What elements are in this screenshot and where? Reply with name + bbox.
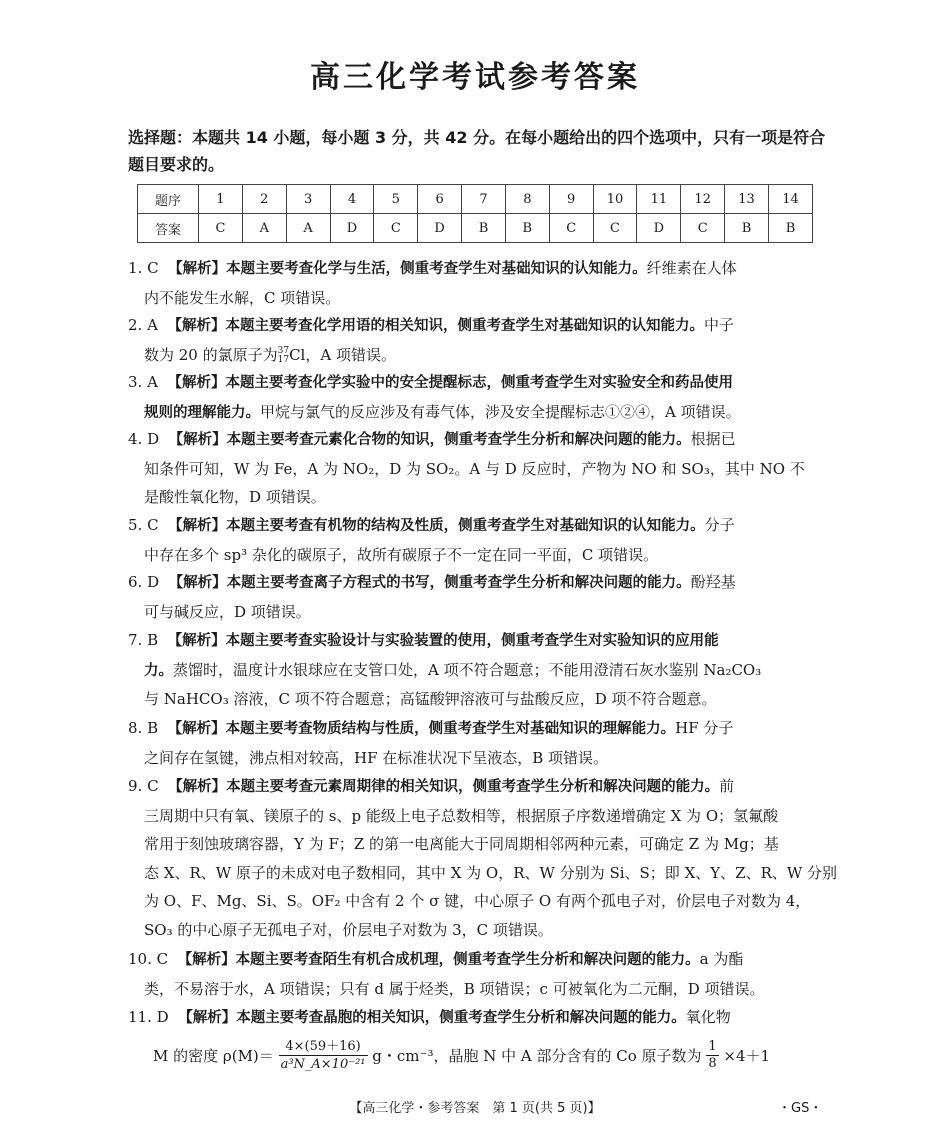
footer-code: ・GS・ bbox=[778, 1101, 823, 1116]
question-1 bbox=[128, 254, 840, 312]
analysis-tag: 【解析】 bbox=[168, 518, 227, 534]
intro-text: 选择题：本题共 14 小题，每小题 3 分，共 42 分。在每小题给出的四个选项中，只有一项是符合题目要求的。 bbox=[128, 128, 826, 174]
question-lead: 本题主要考查陌生有机合成机理，侧重考查学生分析和解决问题的能力。 bbox=[235, 952, 700, 968]
question-lead: 力。 bbox=[144, 662, 173, 679]
analysis-tag: 【解析】 bbox=[178, 1010, 237, 1026]
analysis-tag: 【解析】 bbox=[168, 779, 227, 795]
question-number-cell: 5 bbox=[374, 185, 418, 214]
question-4 bbox=[128, 425, 840, 512]
question-text: 纤维素在人体 bbox=[646, 259, 737, 277]
formula-tail: ×4＋1 bbox=[723, 1047, 771, 1065]
formula-prefix: M 的密度 ρ(M)＝ bbox=[153, 1047, 274, 1065]
question-5 bbox=[128, 511, 840, 569]
atomic-number: 17 bbox=[277, 354, 290, 365]
question-text: 为 O、F、Mg、Si、S。OF₂ 中含有 2 个 σ 键，中心原子 O 有两个孤电子对，价层电子对数为 4， bbox=[144, 892, 811, 910]
question-number-cell: 12 bbox=[681, 185, 725, 214]
question-text: 内不能发生水解，C 项错误。 bbox=[144, 288, 341, 307]
question-lead: 本题主要考查实验设计与实验装置的使用，侧重考查学生对实验知识的应用能 bbox=[225, 633, 719, 649]
question-lead: 规则的理解能力。 bbox=[144, 404, 260, 421]
row-label: 答案 bbox=[138, 214, 199, 243]
question-number-cell: 3 bbox=[286, 185, 330, 214]
fraction-numerator: 1 bbox=[708, 1039, 717, 1054]
answer-cell: C bbox=[374, 214, 418, 243]
question-lead: 本题主要考查化学实验中的安全提醒标志，侧重考查学生对实验安全和药品使用 bbox=[225, 375, 733, 391]
question-number: 1. C bbox=[128, 259, 159, 277]
question-number: 10. C bbox=[128, 950, 169, 968]
answer-table bbox=[137, 184, 813, 243]
question-text: 常用于刻蚀玻璃容器，Y 为 F；Z 的第一电离能大于同周期相邻两种元素，可确定 Z 为 Mg；基 bbox=[144, 835, 779, 853]
question-text: 数为 20 的氯原子为 bbox=[144, 345, 278, 364]
answer-cell: B bbox=[725, 214, 769, 243]
question-number-cell: 1 bbox=[199, 185, 243, 214]
answer-cell: B bbox=[462, 214, 506, 243]
question-text: 是酸性氧化物，D 项错误。 bbox=[144, 488, 326, 506]
question-text: SO₃ 的中心原子无孤电子对，价层电子对数为 3，C 项错误。 bbox=[144, 920, 553, 939]
question-number: 11. D bbox=[128, 1008, 169, 1026]
question-number: 4. D bbox=[128, 430, 160, 448]
question-text: 前 bbox=[719, 777, 735, 795]
question-lead: 本题主要考查元素化合物的知识，侧重考查学生分析和解决问题的能力。 bbox=[226, 432, 691, 448]
question-7 bbox=[128, 626, 840, 714]
question-text: 蒸馏时，温度计水银球应在支管口处，A 项不符合题意；不能用澄清石灰水鉴别 Na₂CO₃ bbox=[173, 660, 762, 679]
question-lead: 本题主要考查晶胞的相关知识，侧重考查学生分析和解决问题的能力。 bbox=[236, 1010, 686, 1026]
answer-cell: B bbox=[505, 214, 549, 243]
answer-cell: C bbox=[549, 214, 593, 243]
question-lead: 本题主要考查化学用语的相关知识，侧重考查学生对基础知识的认知能力。 bbox=[225, 318, 704, 334]
question-line bbox=[128, 398, 840, 428]
question-text: 知条件可知，W 为 Fe，A 为 NO₂，D 为 SO₂。A 与 D 反应时，产物为 NO 和 SO₃，其中 NO 不 bbox=[144, 459, 805, 478]
question-number-cell: 9 bbox=[549, 185, 593, 214]
answer-cell: D bbox=[637, 214, 681, 243]
question-text: 与 NaHCO₃ 溶液，C 项不符合题意；高锰酸钾溶液可与盐酸反应，D 项不符合题意。 bbox=[144, 690, 717, 708]
fraction-denominator: 8 bbox=[708, 1056, 717, 1071]
question-text: 中子 bbox=[703, 316, 734, 334]
question-text: 态 X、R、W 原子的未成对电子数相同，其中 X 为 O，R、W 分别为 Si、S；即 X、Y、Z、R、W 分别 bbox=[144, 863, 838, 882]
answer-cell: D bbox=[330, 214, 374, 243]
question-lead: 本题主要考查有机物的结构及性质，侧重考查学生对基础知识的认知能力。 bbox=[226, 518, 705, 534]
fraction-numerator: 4×(59＋16) bbox=[279, 1038, 368, 1056]
question-lead: 本题主要考查物质结构与性质，侧重考查学生对基础知识的理解能力。 bbox=[225, 721, 676, 737]
question-text: 根据已 bbox=[690, 430, 736, 448]
analysis-tag: 【解析】 bbox=[167, 375, 226, 391]
question-3 bbox=[128, 368, 840, 427]
density-formula bbox=[153, 1038, 843, 1088]
question-text: 分子 bbox=[704, 516, 735, 534]
analysis-tag: 【解析】 bbox=[167, 633, 226, 649]
question-text: HF 分子 bbox=[675, 719, 734, 737]
question-line bbox=[128, 341, 840, 370]
question-number: 8. B bbox=[128, 719, 159, 737]
question-number-cell: 13 bbox=[725, 185, 769, 214]
question-number-cell: 4 bbox=[330, 185, 374, 214]
question-lead: 本题主要考查化学与生活，侧重考查学生对基础知识的认知能力。 bbox=[226, 261, 647, 277]
analysis-tag: 【解析】 bbox=[177, 952, 236, 968]
question-number-cell: 7 bbox=[462, 185, 506, 214]
question-text: a 为酯 bbox=[699, 950, 744, 968]
answer-cell: A bbox=[242, 214, 286, 243]
question-6 bbox=[128, 568, 840, 626]
question-number-cell: 11 bbox=[637, 185, 681, 214]
question-text: 氧化物 bbox=[685, 1008, 731, 1026]
analysis-tag: 【解析】 bbox=[167, 721, 226, 737]
answer-cell: C bbox=[593, 214, 637, 243]
analysis-tag: 【解析】 bbox=[168, 261, 227, 277]
question-number-cell: 6 bbox=[418, 185, 462, 214]
question-text: Cl，A 项错误。 bbox=[289, 345, 396, 364]
density-fraction bbox=[279, 1038, 368, 1073]
mass-number: 37 bbox=[277, 345, 290, 356]
question-lead: 本题主要考查离子方程式的书写，侧重考查学生分析和解决问题的能力。 bbox=[226, 575, 691, 591]
question-number: 9. C bbox=[128, 777, 159, 795]
answer-cell: C bbox=[199, 214, 243, 243]
page-title: 高三化学考试参考答案 bbox=[310, 60, 640, 95]
question-number: 6. D bbox=[128, 573, 160, 591]
question-text: 之间存在氢键，沸点相对较高，HF 在标准状况下呈液态，B 项错误。 bbox=[144, 748, 609, 767]
question-number: 3. A bbox=[128, 373, 158, 391]
question-8 bbox=[128, 714, 840, 772]
question-number-cell: 14 bbox=[768, 185, 812, 214]
question-number: 7. B bbox=[128, 631, 159, 649]
answer-cell: B bbox=[768, 214, 812, 243]
question-line bbox=[128, 656, 840, 686]
isotope-notation bbox=[278, 347, 289, 365]
row-label: 题序 bbox=[138, 185, 199, 214]
table-row bbox=[138, 214, 813, 243]
question-number-cell: 8 bbox=[505, 185, 549, 214]
question-text: 酚羟基 bbox=[690, 573, 736, 591]
question-number-cell: 10 bbox=[593, 185, 637, 214]
question-2 bbox=[128, 311, 840, 369]
question-number: 5. C bbox=[128, 516, 159, 534]
answer-cell: D bbox=[418, 214, 462, 243]
question-text: 中存在多个 sp³ 杂化的碳原子，故所有碳原子不一定在同一平面，C 项错误。 bbox=[144, 545, 659, 564]
count-fraction bbox=[706, 1039, 718, 1072]
fraction-denominator: a³N_A×10⁻²¹ bbox=[280, 1057, 366, 1072]
analysis-tag: 【解析】 bbox=[168, 432, 227, 448]
question-lead: 本题主要考查元素周期律的相关知识，侧重考查学生分析和解决问题的能力。 bbox=[226, 779, 720, 795]
question-10 bbox=[128, 945, 840, 1003]
question-text: 类，不易溶于水，A 项错误；只有 d 属于烃类，B 项错误；c 可被氧化为二元酮，D 项错误。 bbox=[144, 979, 765, 998]
question-number-cell: 2 bbox=[242, 185, 286, 214]
analysis-tag: 【解析】 bbox=[168, 575, 227, 591]
question-text: 甲烷与氯气的反应涉及有毒气体，涉及安全提醒标志①②④，A 项错误。 bbox=[260, 402, 741, 421]
table-row bbox=[138, 185, 813, 214]
formula-unit: g・cm⁻³，晶胞 N 中 A 部分含有的 Co 原子数为 bbox=[372, 1047, 702, 1065]
answer-cell: A bbox=[286, 214, 330, 243]
question-number: 2. A bbox=[128, 316, 158, 334]
question-9 bbox=[128, 772, 840, 944]
question-text: 三周期中只有氧、镁原子的 s、p 能级上电子总数相等，根据原子序数递增确定 X 为 O；氢氟酸 bbox=[144, 806, 779, 825]
page-footer: 【高三化学・参考答案 第 1 页(共 5 页)】 bbox=[349, 1101, 601, 1116]
question-text: 可与碱反应，D 项错误。 bbox=[144, 602, 311, 621]
answer-cell: C bbox=[681, 214, 725, 243]
analysis-tag: 【解析】 bbox=[167, 318, 226, 334]
question-11 bbox=[128, 1003, 840, 1033]
